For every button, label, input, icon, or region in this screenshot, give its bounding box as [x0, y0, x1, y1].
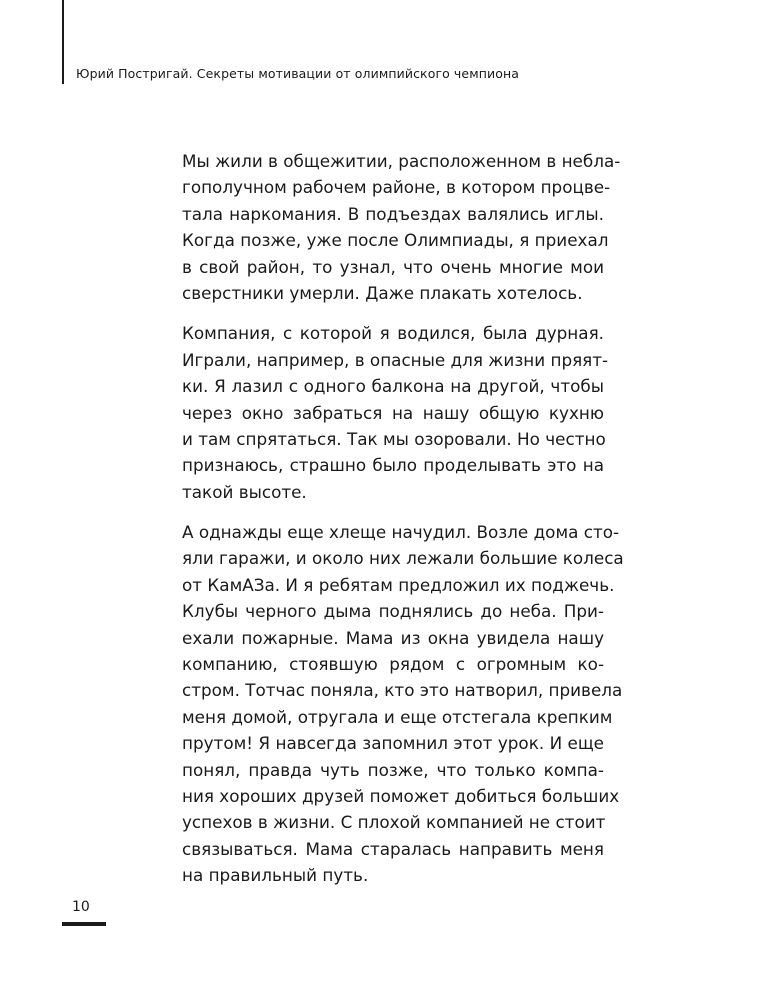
- text-line: сверстники умерли. Даже плакать хотелось.: [182, 282, 583, 303]
- body-text: [182, 148, 624, 903]
- text-line: Когда позже, уже после Олимпиады, я приехал: [182, 230, 609, 251]
- text-line: в свой район, то узнал, что очень многие мои: [182, 256, 604, 277]
- header-vertical-rule: [62, 0, 64, 84]
- text-line: ния хороших друзей поможет добиться больших: [182, 785, 620, 806]
- text-line: яли гаражи, и около них лежали большие колеса: [182, 548, 624, 569]
- text-line: прутом! Я навсегда запомнил этот урок. И еще: [182, 733, 604, 754]
- text-line: меня домой, отругала и еще отстегала крепким: [182, 706, 613, 727]
- text-line: признаюсь, страшно было проделывать это на: [182, 455, 604, 476]
- text-line: Клубы черного дыма поднялись до неба. При-: [182, 601, 604, 622]
- text-line: на правильный путь.: [182, 865, 369, 886]
- text-line: такой высоте.: [182, 481, 307, 502]
- text-line: тала наркомания. В подъездах валялись иглы.: [182, 203, 604, 224]
- paragraph-3: [182, 519, 624, 888]
- running-head: Юрий Постригай. Секреты мотивации от олимпийского чемпиона: [76, 66, 520, 81]
- text-line: Мы жили в общежитии, расположенном в небла-: [182, 151, 621, 171]
- text-line: ехали пожарные. Мама из окна увидела нашу: [182, 627, 604, 648]
- text-line: от КамАЗа. И я ребятам предложил их поджечь.: [182, 574, 615, 595]
- text-line: понял, правда чуть позже, что только компа-: [182, 759, 604, 780]
- text-line: ки. Я лазил с одного балкона на другой, чтобы: [182, 376, 604, 397]
- page-number: 10: [72, 899, 90, 915]
- text-line: компанию, стоявшую рядом с огромным ко-: [182, 654, 604, 675]
- paragraph-2: [182, 320, 609, 505]
- paragraph-1: [182, 148, 621, 306]
- text-line: успехов в жизни. С плохой компанией не стоит: [182, 812, 606, 833]
- text-line: Играли, например, в опасные для жизни пряят-: [182, 349, 609, 370]
- text-line: связываться. Мама старалась направить меня: [182, 838, 604, 859]
- text-line: и там спрятаться. Так мы озоровали. Но честно: [182, 428, 606, 449]
- text-line: Компания, с которой я водился, была дурная.: [182, 323, 604, 344]
- text-line: гополучном рабочем районе, в котором процве-: [182, 177, 611, 198]
- text-line: стром. Тотчас поняла, кто это натворил, привела: [182, 680, 623, 701]
- text-line: А однажды еще хлеще начудил. Возле дома сто-: [182, 522, 620, 543]
- text-line: через окно забраться на нашу общую кухню: [182, 402, 604, 423]
- page-number-rule: [62, 922, 106, 926]
